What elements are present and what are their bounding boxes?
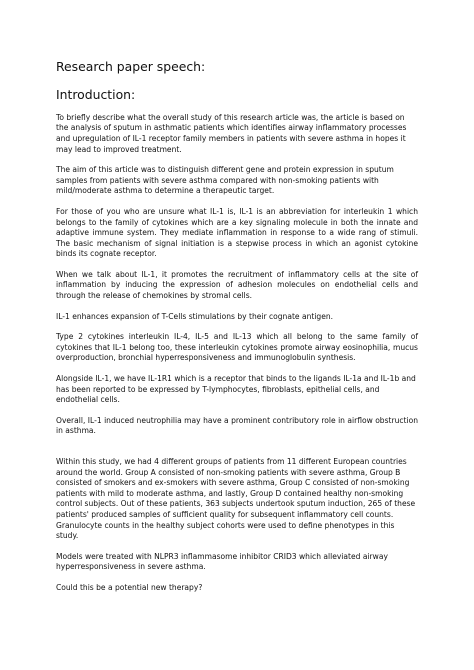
section-spacer [56,447,418,457]
paragraph-closing-question: Could this be a potential new therapy? [56,582,203,592]
paragraph-il1-recruitment: When we talk about IL-1, it promotes the recruitment of inflammatory cells at the site of inflammation by inducing the expression of adhesion molecules on endothelial cells and through the release of chemokines by stromal cells. [56,269,418,301]
paragraph-t-cells: IL-1 enhances expansion of T-Cells stimulations by their cognate antigen. [56,311,334,321]
paragraph-study-overview: To briefly describe what the overall study of this research article was, the article is based on the analysis of sputum in asthmatic patients which identifies airway inflammatory processes and upregulation of IL-1 receptor family members in patients with severe asthma in hopes it may lead to improved treatment. [56,112,407,154]
paragraph-neutrophilia: Overall, IL-1 induced neutrophilia may have a prominent contributory role in airflow obstruction in asthma. [56,415,418,436]
paragraph-il1r1: Alongside IL-1, we have IL-1R1 which is a receptor that binds to the ligands IL-1a and IL-1b and has been reported to be expressed by T-lymphocytes, fibroblasts, epithelial cells, and endothelial cells. [56,374,416,405]
section-heading-introduction: Introduction: [56,86,136,102]
paragraph-type2-cytokines: Type 2 cytokines interleukin IL-4, IL-5 and IL-13 which all belong to the same family of cytokines that IL-1 belong too, these interleukin cytokines promote airway eosinophilia, mucus overproduction, bronchial hyperresponsiveness and immunoglobulin synthesis. [56,332,418,363]
document-body [56,60,418,604]
paragraph-study-groups: Within this study, we had 4 different groups of patients from 11 different European countries around the world. Group A consisted of non-smoking patients with severe asthma, Group B consisted of smokers and ex-smokers with severe asthma, Group C consisted of non-smoking patients with mild to moderate asthma, and lastly, Group D contained healthy non-smoking control subjects. Out of these patients, 363 subjects undertook sputum induction, 265 of these patients' produced samples of sufficient quality for subsequent inflammatory cell counts. Granulocyte counts in the healthy subject cohorts were used to define phenotypes in this study. [56,457,416,541]
paragraph-il1-definition: For those of you who are unsure what IL-1 is, IL-1 is an abbreviation for interleukin 1 which belongs to the family of cytokines which are a key signaling molecule in both the innate and adaptive immune system. They mediate inflammation in response to a wide rang of stimuli. The basic mechanism of signal initiation is a stepwise process in which an agonist cytokine binds its cognate receptor. [56,206,418,259]
document-title: Research paper speech: [56,59,206,74]
paragraph-aim: The aim of this article was to distinguish different gene and protein expression in sputum samples from patients with severe asthma compared with non-smoking patients with mild/moderate asthma to determine a therapeutic target. [56,165,394,196]
paragraph-treatment: Models were treated with NLPR3 inflammasome inhibitor CRID3 which alleviated airway hyperresponsiveness in severe asthma. [56,551,388,572]
